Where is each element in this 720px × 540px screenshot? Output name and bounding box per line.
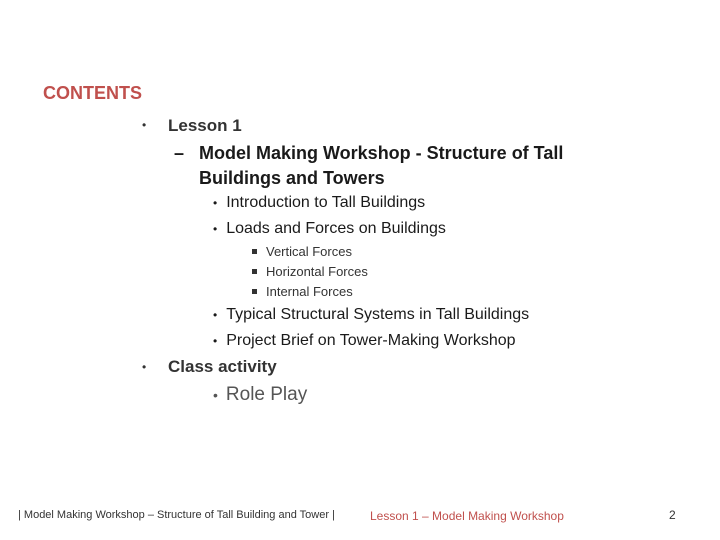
bullet-structural-systems: • Typical Structural Systems in Tall Buildings [213, 306, 530, 323]
page-number: 2 [669, 508, 676, 522]
bullet-dot-icon: • [213, 222, 218, 236]
class-activity-label: Class activity [168, 357, 277, 376]
lesson-1-label: Lesson 1 [168, 116, 242, 135]
slide-title: CONTENTS [43, 83, 142, 103]
bullet-dot-icon: • [213, 334, 218, 348]
footer-lesson-title: Lesson 1 – Model Making Workshop [370, 509, 564, 523]
footer-course-title: | Model Making Workshop – Structure of Tall Building and Tower | [18, 509, 335, 521]
bullet-loads-forces: • Loads and Forces on Buildings [213, 220, 446, 237]
sub-bullet-vertical-forces: Vertical Forces [252, 244, 352, 259]
square-bullet-icon [252, 289, 257, 294]
sub-bullet-internal-forces: Internal Forces [252, 284, 353, 299]
bullet-class-activity: • [142, 360, 147, 374]
sub-bullet-horizontal-forces: Horizontal Forces [252, 264, 368, 279]
lesson-1-subtitle: Model Making Workshop - Structure of Tall Buildings and Towers [199, 143, 564, 188]
bullet-dot-icon: • [213, 196, 218, 210]
square-bullet-icon [252, 249, 257, 254]
bullet-dot-icon: • [213, 308, 218, 322]
bullet-role-play: • Role Play [213, 384, 308, 405]
bullet-dot-icon: • [213, 387, 218, 403]
dash-glyph: – [174, 143, 185, 163]
bullet-lesson-1: • [142, 118, 147, 132]
square-bullet-icon [252, 269, 257, 274]
bullet-intro-tall-buildings: • Introduction to Tall Buildings [213, 194, 426, 211]
bullet-project-brief: • Project Brief on Tower-Making Workshop [213, 332, 516, 349]
